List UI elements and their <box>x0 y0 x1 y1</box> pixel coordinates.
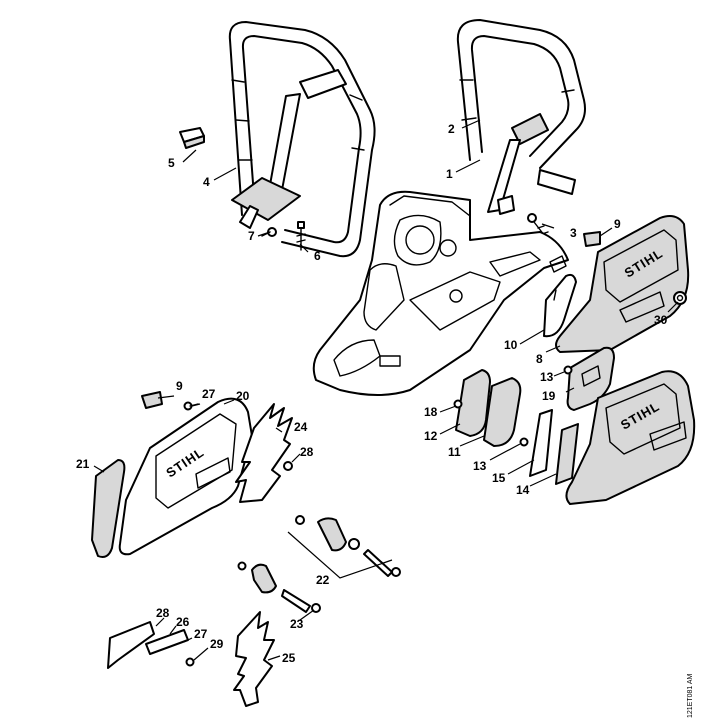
callout-12: 12 <box>424 429 438 443</box>
callout-13-upper: 13 <box>540 370 554 384</box>
callout-21: 23 <box>290 617 304 631</box>
callout-11: 11 <box>448 445 461 459</box>
callout-17: 19 <box>542 389 556 403</box>
callout-22: 24 <box>294 420 308 434</box>
callout-16: 18 <box>424 405 438 419</box>
sprocket-cover-left <box>120 399 252 555</box>
nut-29 <box>284 462 292 470</box>
callout-9-upper: 9 <box>614 217 621 231</box>
callout-18: 20 <box>236 389 250 403</box>
drawing-code: 121ET081 AM <box>687 673 694 718</box>
callout-27: 29 <box>210 637 224 651</box>
damper-block <box>180 128 204 148</box>
callout-3: 3 <box>570 226 577 240</box>
callout-20: 22 <box>316 573 330 587</box>
brand-logo-left: STIHL <box>163 444 207 481</box>
callout-6: 6 <box>314 249 321 263</box>
callout-2: 2 <box>448 122 455 136</box>
callout-26: 28 <box>156 606 170 620</box>
callout-9-left: 9 <box>176 379 183 393</box>
handlebar-right <box>458 20 585 214</box>
spike-23 <box>234 612 274 706</box>
brand-logo-lower-right: STIHL <box>618 398 663 433</box>
callout-10: 10 <box>504 338 518 352</box>
callout-23: 25 <box>282 651 296 665</box>
nut-27 <box>187 659 194 666</box>
callout-25: 27 <box>194 627 208 641</box>
callout-4: 4 <box>203 175 210 189</box>
nut-9-upper <box>584 232 600 246</box>
callout-1: 1 <box>446 167 453 181</box>
screw-28 <box>185 403 199 410</box>
screw-13-upper <box>565 367 572 374</box>
callout-29: 28 <box>300 445 314 459</box>
strip-15 <box>530 410 552 476</box>
callout-19: 21 <box>76 457 90 471</box>
nut-30 <box>674 292 686 304</box>
assembly-20 <box>288 516 400 578</box>
callout-30: 30 <box>654 313 668 327</box>
callout-14: 14 <box>516 483 530 497</box>
callout-15: 15 <box>492 471 506 485</box>
callout-5: 5 <box>168 156 175 170</box>
assembly-21 <box>239 563 321 613</box>
brand-logo-upper: STIHL <box>621 245 666 281</box>
callout-28: 27 <box>202 387 216 401</box>
callout-24: 26 <box>176 615 190 629</box>
callout-7: 7 <box>248 229 255 243</box>
callout-13-lower: 13 <box>473 459 487 473</box>
nut-9-left <box>142 392 162 408</box>
callout-8: 8 <box>536 352 543 366</box>
screw-13-lower <box>521 439 528 446</box>
